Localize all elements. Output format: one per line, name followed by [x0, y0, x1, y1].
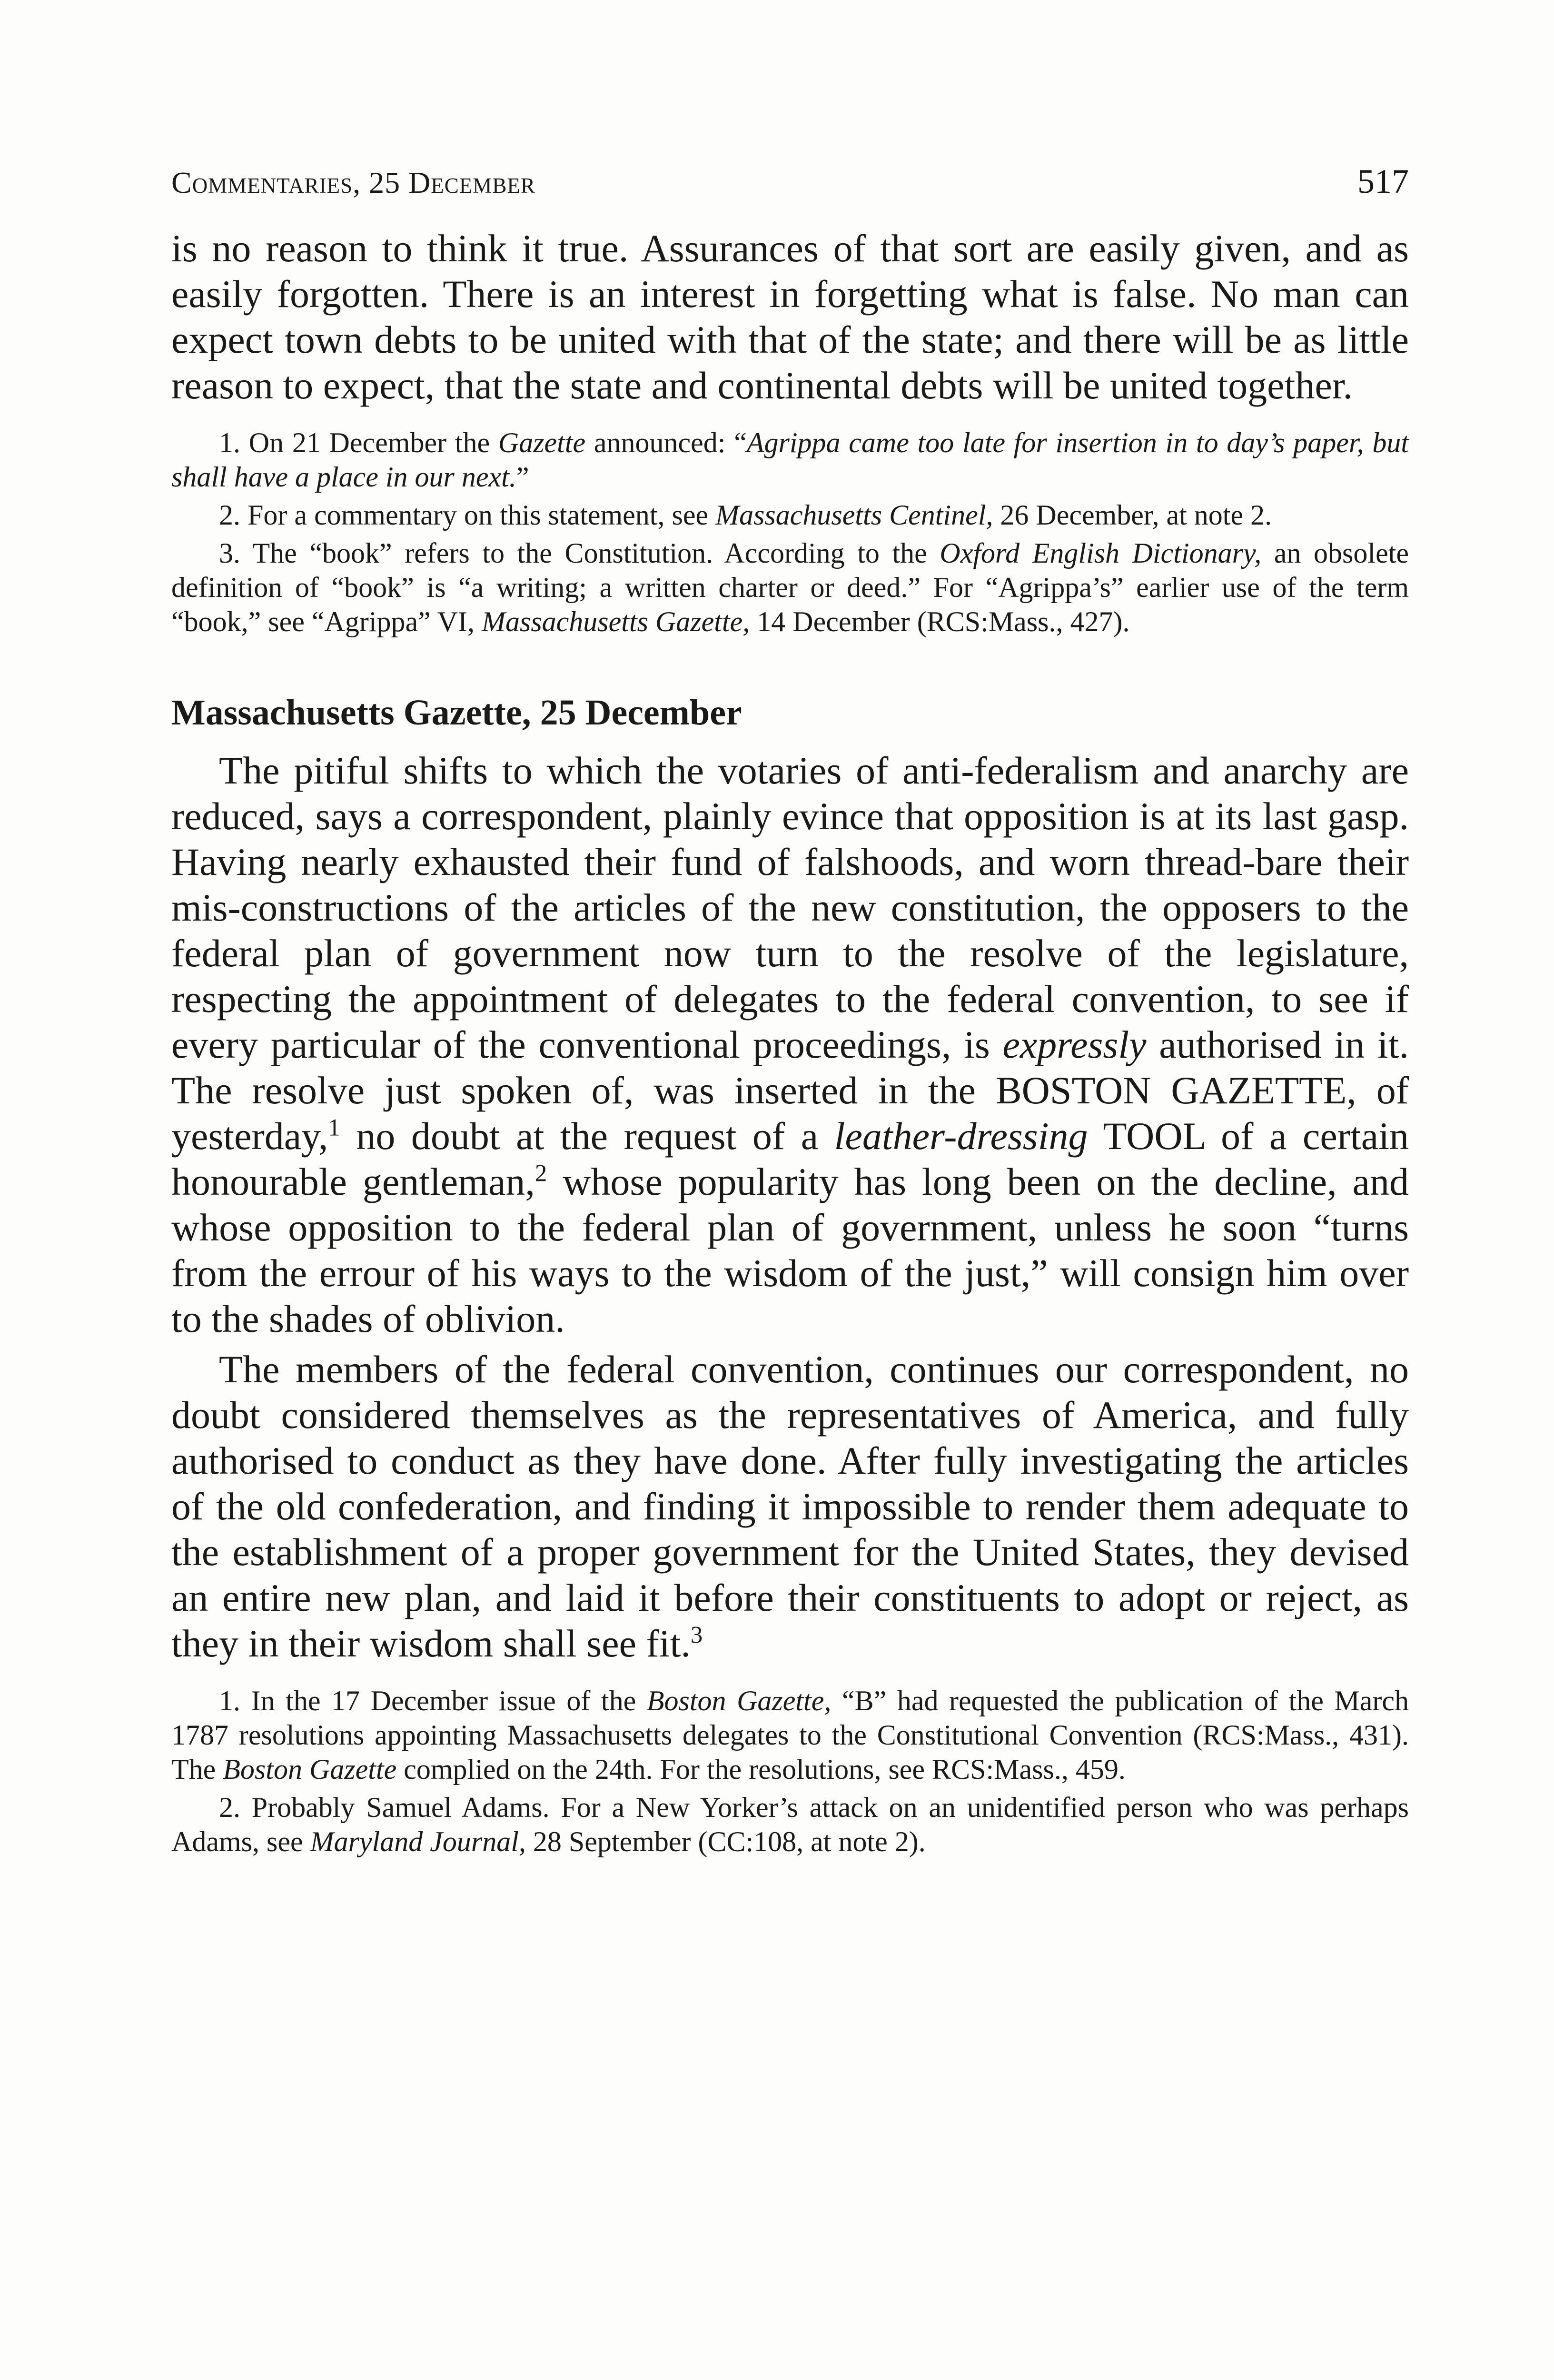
running-title: Commentaries, 25 December [171, 166, 535, 199]
section-footnote-1: 1. In the 17 December issue of the Boston Gazette, “B” had requested the publication of the March 1787 resolutions appointing Massachusetts delegates to the Constitutional Convention (RCS:Mass., 431). The Boston Gazette complied on the 24th. For the resolutions, see RCS:Mass., 459. [171, 1685, 1409, 1785]
book-page [171, 162, 1409, 1863]
note-ref-2: 2 [534, 1160, 547, 1187]
footnote-2: 2. For a commentary on this statement, see Massachusetts Centinel, 26 December, at note 2. [219, 499, 1272, 531]
continued-paragraph: is no reason to think it true. Assurances of that sort are easily given, and as easily forgotten. There is an interest in forgetting what is false. No man can expect town debts to be united with that of the state; and there will be as little reason to expect, that the state and continental debts will be united together. [171, 227, 1409, 407]
section-paragraph-1: The pitiful shifts to which the votaries of anti-federalism and anarchy are reduced, says a correspondent, plainly evince that opposition is at its last gasp. Having nearly exhausted their fund of falshoods, and worn thread-bare their mis-constructions of the articles of the new constitution, the opposers to the federal plan of government now turn to the resolve of the legislature, respecting the appointment of delegates to the federal convention, to see if every particular of the conventional proceedings, is expressly authorised in it. The resolve just spoken of, was inserted in the BOSTON GAZETTE, of yesterday,$^1$ no doubt at the request of a leather-dressing TOOL of a certain honourable gentleman,$^2$ whose popularity has long been on the decline, and whose opposition to the federal plan of government, unless he soon “turns from the errour of his ways to the wisdom of the just,” will consign him over to the shades of oblivion. [171, 749, 1409, 1340]
note-ref-1: 1 [328, 1114, 340, 1141]
section-footnote-2: 2. Probably Samuel Adams. For a New Yorker’s attack on an unidentified person who was perhaps Adams, see Maryland Journal, 28 September (CC:108, at note 2). [171, 1792, 1409, 1857]
section-paragraph-2: The members of the federal convention, continues our correspondent, no doubt considered themselves as the representatives of America, and fully authorised to conduct as they have done. After fully investigating the articles of the old confederation, and finding it impossible to render them adequate to the establishment of a proper government for the United States, they devised an entire new plan, and laid it before their constituents to adopt or reject, as they in their wisdom shall see fit.$^3$ [171, 1348, 1409, 1665]
section-heading: Massachusetts Gazette, 25 December [171, 693, 742, 733]
running-head [171, 162, 1409, 214]
footnote-1: 1. On 21 December the Gazette announced: “Agrippa came too late for insertion in to day’s paper, but shall have a place in our next.” [171, 427, 1409, 493]
footnote-3: 3. The “book” refers to the Constitution. According to the Oxford English Dictionary, an obsolete definition of “book” is “a writing; a written charter or deed.” For “Agrippa’s” earlier use of the term “book,” see “Agrippa” VI, Massachusetts Gazette, 14 December (RCS:Mass., 427). [171, 537, 1409, 637]
note-ref-3: 3 [690, 1621, 703, 1648]
footnotes-previous-document [171, 426, 1409, 639]
page-number: 517 [1357, 162, 1409, 200]
footnotes-section [171, 1684, 1409, 1859]
